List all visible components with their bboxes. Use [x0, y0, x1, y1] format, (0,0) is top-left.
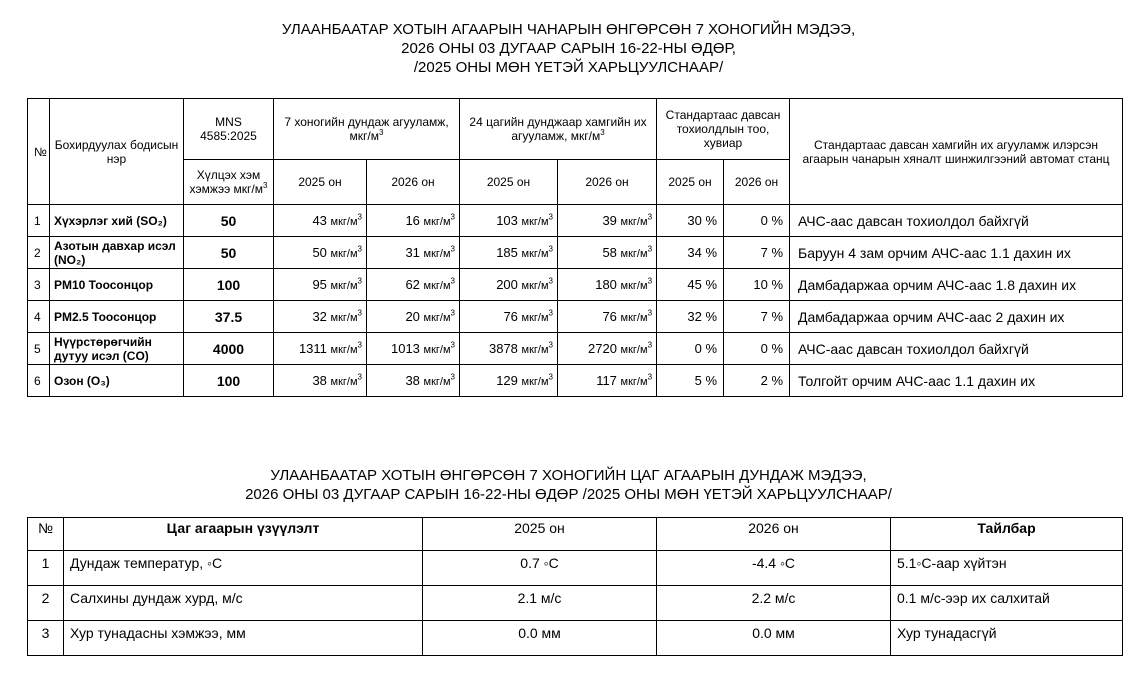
table-row	[28, 586, 1123, 621]
location-note: АЧС-аас давсан тохиолдол байхгүй	[790, 205, 1123, 237]
header-location: Стандартаас давсан хамгийн их агууламж илэрсэн агаарын чанарын хяналт шинжилгээний автомат станц	[790, 99, 1123, 205]
weather-header-2025: 2025 он	[423, 518, 657, 551]
pct-2025: 0 %	[657, 333, 724, 365]
avg-2026: 1013 мкг/$м^3$	[367, 333, 460, 365]
weather-indicator: Салхины дундаж хурд, м/с	[64, 586, 423, 621]
avg-2026: 62 мкг/$м^3$	[367, 269, 460, 301]
standard-value: 37.5	[184, 301, 274, 333]
weather-header-no: №	[28, 518, 64, 551]
air-quality-table	[27, 98, 1123, 397]
row-number: 1	[28, 551, 64, 586]
pollutant-name: PM10 Тоосонцор	[50, 269, 184, 301]
pct-2025: 45 %	[657, 269, 724, 301]
header-pollutant: Бохирдуулах бодисын нэр	[50, 99, 184, 205]
header-mns-sub: Хүлцэх хэм хэмжээ мкг/$м^3$	[184, 160, 274, 205]
header-pct-2026: 2026 он	[724, 160, 790, 205]
pct-2026: 0 %	[724, 205, 790, 237]
header-pct-2025: 2025 он	[657, 160, 724, 205]
pct-2025: 34 %	[657, 237, 724, 269]
table-row	[28, 333, 1123, 365]
weather-header-2026: 2026 он	[657, 518, 891, 551]
row-number: 1	[28, 205, 50, 237]
max-2026: 76 мкг/$м^3$	[558, 301, 657, 333]
air-quality-title	[0, 20, 1137, 77]
pct-2026: 0 %	[724, 333, 790, 365]
max-2026: 180 мкг/$м^3$	[558, 269, 657, 301]
value-2025: 0.7 ◦С	[423, 551, 657, 586]
table-row	[28, 551, 1123, 586]
max-2026: 117 мкг/$м^3$	[558, 365, 657, 397]
avg-2025: 50 мкг/$м^3$	[274, 237, 367, 269]
row-number: 3	[28, 621, 64, 656]
location-note: Толгойт орчим АЧС-аас 1.1 дахин их	[790, 365, 1123, 397]
standard-value: 50	[184, 237, 274, 269]
max-2026: 58 мкг/$м^3$	[558, 237, 657, 269]
row-number: 5	[28, 333, 50, 365]
pct-2026: 7 %	[724, 301, 790, 333]
location-note: Дамбадаржаа орчим АЧС-аас 1.8 дахин их	[790, 269, 1123, 301]
weather-header-indicator: Цаг агаарын үзүүлэлт	[64, 518, 423, 551]
pollutant-name: Нүүрстөрөгчийн дутуу исэл (CO)	[50, 333, 184, 365]
location-note: Дамбадаржаа орчим АЧС-аас 2 дахин их	[790, 301, 1123, 333]
table-row	[28, 269, 1123, 301]
header-avg-2025: 2025 он	[274, 160, 367, 205]
title-line: 2026 ОНЫ 03 ДУГААР САРЫН 16-22-НЫ ӨДӨР,	[401, 40, 736, 57]
avg-2026: 20 мкг/$м^3$	[367, 301, 460, 333]
value-2025: 2.1 м/с	[423, 586, 657, 621]
max-2026: 2720 мкг/$м^3$	[558, 333, 657, 365]
weather-header-note: Тайлбар	[891, 518, 1123, 551]
pct-2026: 10 %	[724, 269, 790, 301]
value-2026: 2.2 м/с	[657, 586, 891, 621]
weather-note: 5.1◦С-аар хүйтэн	[891, 551, 1123, 586]
weather-indicator: Хур тунадасны хэмжээ, мм	[64, 621, 423, 656]
max-2025: 76 мкг/$м^3$	[460, 301, 558, 333]
pollutant-name: Озон (O₃)	[50, 365, 184, 397]
table-row	[28, 301, 1123, 333]
weather-title	[0, 466, 1137, 504]
standard-value: 100	[184, 365, 274, 397]
pct-2025: 30 %	[657, 205, 724, 237]
pct-2026: 2 %	[724, 365, 790, 397]
header-avg-2026: 2026 он	[367, 160, 460, 205]
avg-2025: 38 мкг/$м^3$	[274, 365, 367, 397]
max-2025: 3878 мкг/$м^3$	[460, 333, 558, 365]
max-2025: 129 мкг/$м^3$	[460, 365, 558, 397]
max-2026: 39 мкг/$м^3$	[558, 205, 657, 237]
table-row	[28, 205, 1123, 237]
max-2025: 185 мкг/$м^3$	[460, 237, 558, 269]
pollutant-name: Азотын давхар исэл (NO₂)	[50, 237, 184, 269]
table-row	[28, 621, 1123, 656]
header-max-2026: 2026 он	[558, 160, 657, 205]
header-max-24h: 24 цагийн дунджаар хамгийн их агууламж, мкг/$м^3$	[460, 99, 657, 160]
standard-value: 4000	[184, 333, 274, 365]
avg-2025: 32 мкг/$м^3$	[274, 301, 367, 333]
location-note: Баруун 4 зам орчим АЧС-аас 1.1 дахин их	[790, 237, 1123, 269]
row-number: 2	[28, 586, 64, 621]
weather-rows	[28, 551, 1123, 656]
row-number: 6	[28, 365, 50, 397]
pct-2025: 32 %	[657, 301, 724, 333]
title-line: УЛААНБААТАР ХОТЫН ӨНГӨРСӨН 7 ХОНОГИЙН ЦАГ АГААРЫН ДУНДАЖ МЭДЭЭ,	[270, 467, 867, 484]
avg-2025: 95 мкг/$м^3$	[274, 269, 367, 301]
title-line: УЛААНБААТАР ХОТЫН АГААРЫН ЧАНАРЫН ӨНГӨРСӨН 7 ХОНОГИЙН МЭДЭЭ,	[281, 21, 856, 38]
header-mns: MNS 4585:2025	[184, 99, 274, 160]
pollutant-name: PM2.5 Тоосонцор	[50, 301, 184, 333]
title-line: 2026 ОНЫ 03 ДУГААР САРЫН 16-22-НЫ ӨДӨР /2025 ОНЫ МӨН ҮЕТЭЙ ХАРЬЦУУЛСНААР/	[245, 486, 892, 503]
header-max-2025: 2025 он	[460, 160, 558, 205]
weather-note: 0.1 м/с-ээр их салхитай	[891, 586, 1123, 621]
weather-table	[27, 517, 1123, 656]
pollutant-name: Хүхэрлэг хий (SO₂)	[50, 205, 184, 237]
location-note: АЧС-аас давсан тохиолдол байхгүй	[790, 333, 1123, 365]
value-2026: 0.0 мм	[657, 621, 891, 656]
value-2026: -4.4 ◦С	[657, 551, 891, 586]
avg-2025: 43 мкг/$м^3$	[274, 205, 367, 237]
header-exceed-pct: Стандартаас давсан тохиолдлын тоо, хувиар	[657, 99, 790, 160]
avg-2026: 31 мкг/$м^3$	[367, 237, 460, 269]
standard-value: 50	[184, 205, 274, 237]
standard-value: 100	[184, 269, 274, 301]
avg-2025: 1311 мкг/$м^3$	[274, 333, 367, 365]
title-line: /2025 ОНЫ МӨН ҮЕТЭЙ ХАРЬЦУУЛСНААР/	[413, 59, 724, 76]
air-quality-rows	[28, 205, 1123, 397]
value-2025: 0.0 мм	[423, 621, 657, 656]
row-number: 2	[28, 237, 50, 269]
header-no: №	[28, 99, 50, 205]
weather-indicator: Дундаж температур, ◦С	[64, 551, 423, 586]
avg-2026: 38 мкг/$м^3$	[367, 365, 460, 397]
table-row	[28, 237, 1123, 269]
header-weekly-avg: 7 хоногийн дундаж агууламж, мкг/$м^3$	[274, 99, 460, 160]
pct-2026: 7 %	[724, 237, 790, 269]
table-row	[28, 365, 1123, 397]
row-number: 4	[28, 301, 50, 333]
avg-2026: 16 мкг/$м^3$	[367, 205, 460, 237]
weather-note: Хур тунадасгүй	[891, 621, 1123, 656]
max-2025: 200 мкг/$м^3$	[460, 269, 558, 301]
pct-2025: 5 %	[657, 365, 724, 397]
row-number: 3	[28, 269, 50, 301]
max-2025: 103 мкг/$м^3$	[460, 205, 558, 237]
